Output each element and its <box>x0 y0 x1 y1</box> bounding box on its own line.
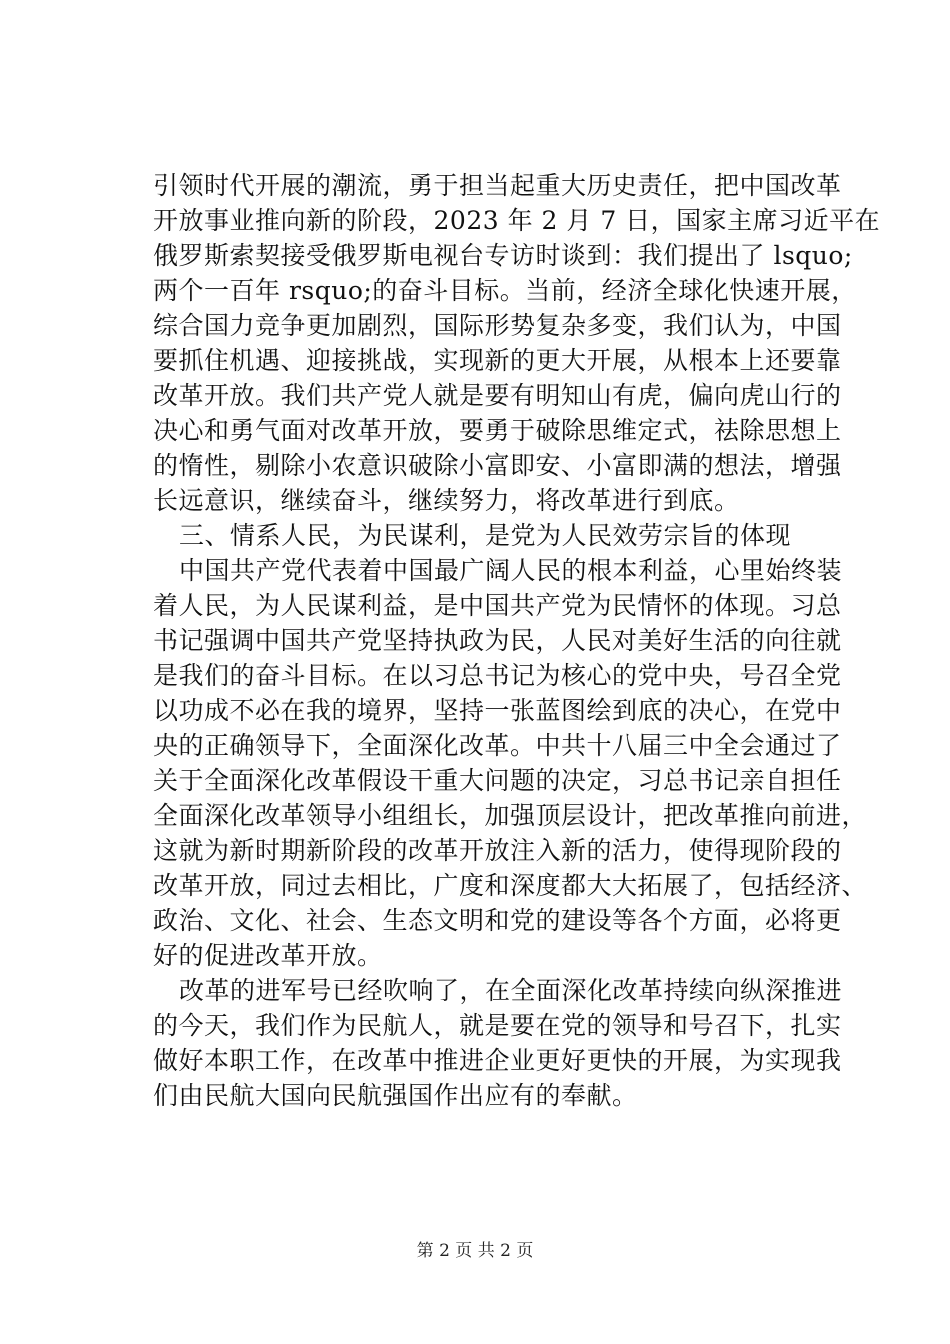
text-line: 改革开放。我们共产党人就是要有明知山有虎，偏向虎山行的 <box>153 381 842 410</box>
text-line: 关于全面深化改革假设干重大问题的决定，习总书记亲自担任 <box>153 766 842 795</box>
text-line: 这就为新时期新阶段的改革开放注入新的活力，使得现阶段的 <box>153 836 842 865</box>
text-line: 做好本职工作，在改革中推进企业更好更快的开展，为实现我 <box>153 1046 842 1075</box>
text-line: 们由民航大国向民航强国作出应有的奉献。 <box>153 1081 638 1110</box>
text-line: 引领时代开展的潮流，勇于担当起重大历史责任，把中国改革 <box>153 171 842 200</box>
text-line: 全面深化改革领导小组组长，加强顶层设计，把改革推向前进， <box>153 801 868 830</box>
text-line: 改革的进军号已经吹响了，在全面深化改革持续向纵深推进 <box>179 976 843 1005</box>
text-line: 两个一百年 rsquo;的奋斗目标。当前，经济全球化快速开展， <box>153 276 857 305</box>
text-line: 书记强调中国共产党坚持执政为民，人民对美好生活的向往就 <box>153 626 842 655</box>
text-line: 着人民，为人民谋利益，是中国共产党为民情怀的体现。习总 <box>153 591 842 620</box>
page-footer: 第 2 页 共 2 页 <box>416 1241 534 1261</box>
text-line: 综合国力竞争更加剧烈，国际形势复杂多变，我们认为，中国 <box>153 311 842 340</box>
text-line: 央的正确领导下，全面深化改革。中共十八届三中全会通过了 <box>153 731 842 760</box>
text-line: 改革开放，同过去相比，广度和深度都大大拓展了，包括经济、 <box>153 871 868 900</box>
text-line: 政治、文化、社会、生态文明和党的建设等各个方面，必将更 <box>153 906 842 935</box>
section-heading: 三、情系人民，为民谋利，是党为人民效劳宗旨的体现 <box>179 521 792 550</box>
text-line: 的今天，我们作为民航人，就是要在党的领导和号召下，扎实 <box>153 1011 842 1040</box>
text-line: 的惰性，剔除小农意识破除小富即安、小富即满的想法，增强 <box>153 451 842 480</box>
text-line: 开放事业推向新的阶段，2023 年 2 月 7 日，国家主席习近平在 <box>153 206 881 235</box>
text-line: 中国共产党代表着中国最广阔人民的根本利益，心里始终装 <box>179 556 843 585</box>
text-line: 长远意识，继续奋斗，继续努力，将改革进行到底。 <box>153 486 740 515</box>
text-line: 以功成不必在我的境界，坚持一张蓝图绘到底的决心，在党中 <box>153 696 842 725</box>
document-body <box>153 168 881 1113</box>
text-line: 决心和勇气面对改革开放，要勇于破除思维定式，祛除思想上 <box>153 416 842 445</box>
text-line: 好的促进改革开放。 <box>153 941 383 970</box>
text-line: 要抓住机遇、迎接挑战，实现新的更大开展，从根本上还要靠 <box>153 346 842 375</box>
text-line: 俄罗斯索契接受俄罗斯电视台专访时谈到：我们提出了 lsquo; <box>153 241 853 270</box>
text-line: 是我们的奋斗目标。在以习总书记为核心的党中央，号召全党 <box>153 661 842 690</box>
